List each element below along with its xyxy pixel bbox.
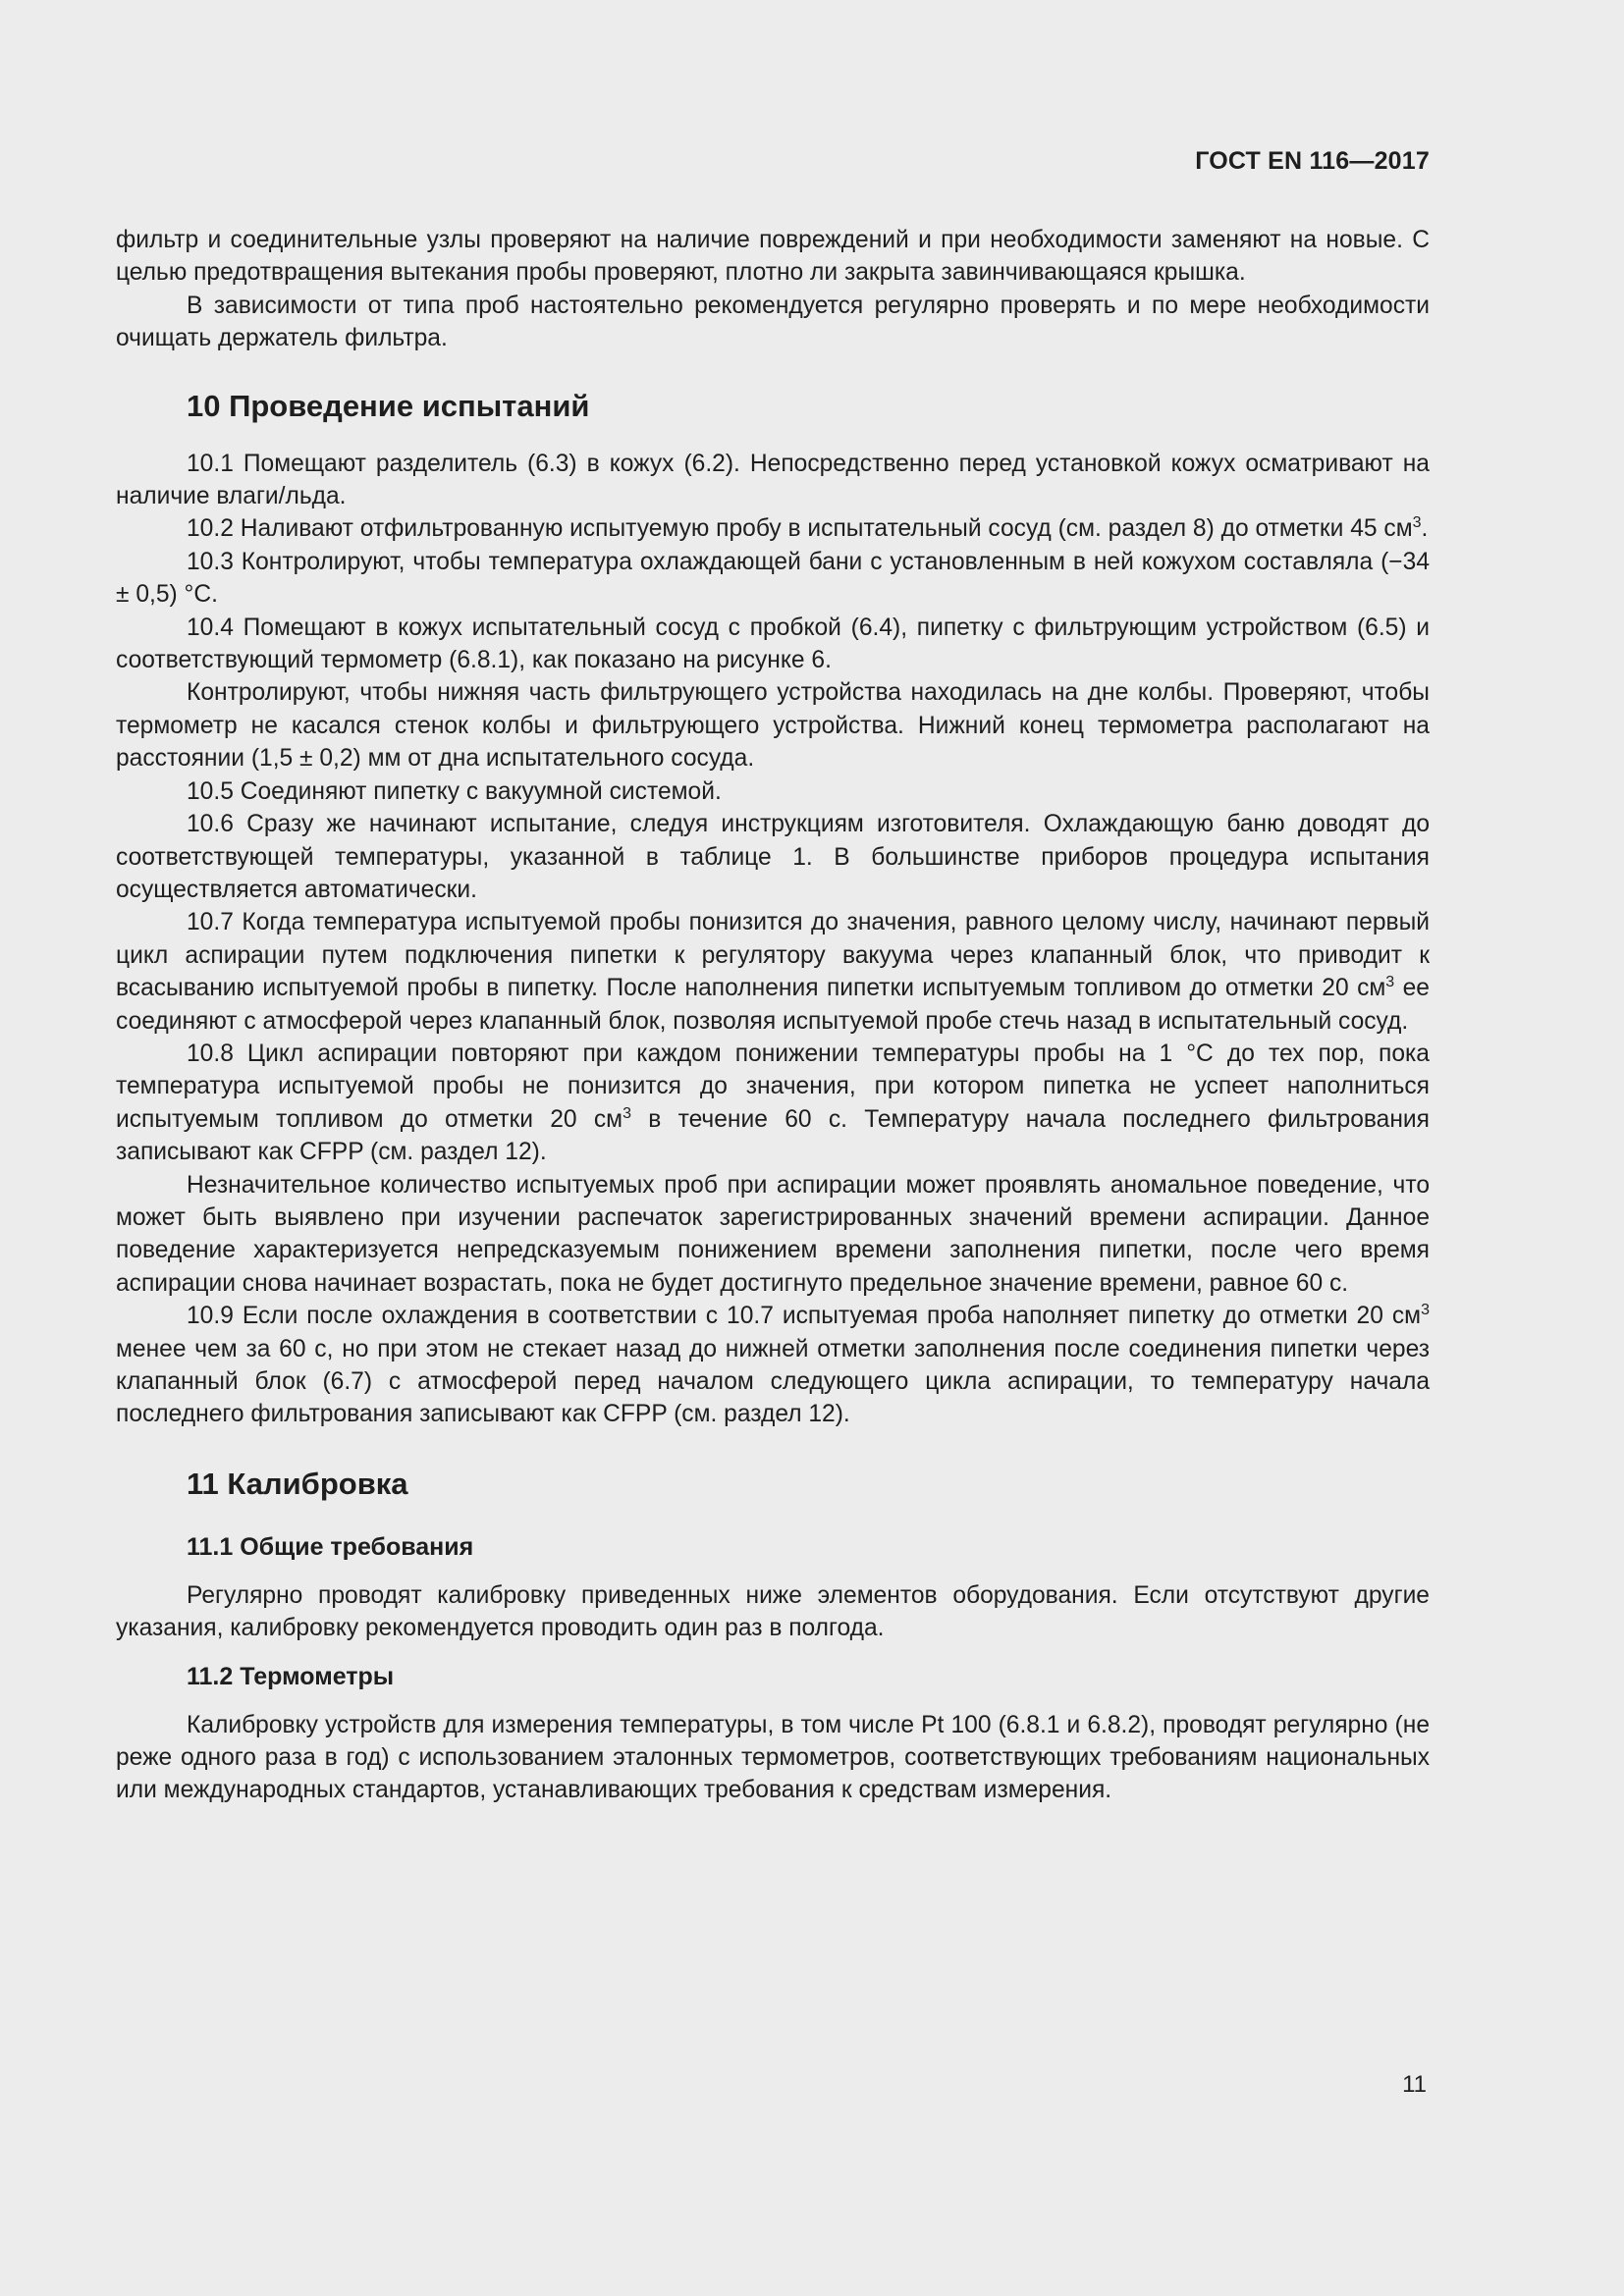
paragraph-10-3: 10.3 Контролируют, чтобы температура охлаждающей бани с установленным в ней кожухом составляла (−34 ± 0,5) °С. (116, 548, 1430, 609)
subsection-11-2-heading: 11.2 Термометры (187, 1662, 395, 1690)
paragraph-11-2: Калибровку устройств для измерения температуры, в том числе Pt 100 (6.8.1 и 6.8.2), проводят регулярно (не реже одного раза в год) с использованием эталонных термометров, соответствующих требованиям национальных или международных стандартов, устанавливающих требования к средствам измерения. (116, 1711, 1430, 1804)
paragraph-10-2-text: 10.2 Наливают отфильтрованную испытуемую пробу в испытательный сосуд (см. раздел 8) до отметки 45 см (187, 515, 1413, 543)
section-10-heading: 10 Проведение испытаний (187, 388, 590, 423)
document-body (116, 224, 1430, 1807)
paragraph-10-9-text-end: менее чем за 60 с, но при этом не стекает назад до нижней отметки заполнения после соединения пипетки через клапанный блок (6.7) с атмосферой перед началом следующего цикла аспирации, то температуру начала последнего фильтрования записывают как CFPP (см. раздел 12). (116, 1335, 1430, 1428)
paragraph-10-6: 10.6 Сразу же начинают испытание, следуя инструкциям изготовителя. Охлаждающую баню доводят до соответствующей температуры, указанной в таблице 1. В большинстве приборов процедура испытания осуществляется автоматически. (116, 811, 1430, 903)
paragraph-10-8-continued: Незначительное количество испытуемых проб при аспирации может проявлять аномальное поведение, что может быть выявлено при изучении распечаток зарегистрированных значений времени аспирации. Данное поведение характеризуется непредсказуемым понижением времени заполнения пипетки, после чего время аспирации снова начинает возрастать, пока не будет достигнуто предельное значение времени, равное 60 с. (116, 1171, 1430, 1297)
paragraph-10-2 (116, 512, 1430, 545)
paragraph-11-1: Регулярно проводят калибровку приведенных ниже элементов оборудования. Если отсутствуют другие указания, калибровку рекомендуется проводить один раз в полгода. (116, 1581, 1430, 1642)
paragraph-10-8 (116, 1038, 1430, 1169)
paragraph-10-4: 10.4 Помещают в кожух испытательный сосуд с пробкой (6.4), пипетку с фильтрующим устройством (6.5) и соответствующий термометр (6.8.1), как показано на рисунке 6. (116, 614, 1430, 674)
paragraph-10-9 (116, 1300, 1430, 1431)
intro-paragraph-1: фильтр и соединительные узлы проверяют на наличие повреждений и при необходимости заменяют на новые. С целью предотвращения вытекания пробы проверяют, плотно ли закрыта завинчивающаяся крышка. (116, 227, 1430, 287)
superscript-3: 3 (623, 1104, 631, 1122)
superscript-3: 3 (1412, 514, 1422, 532)
paragraph-10-8-text: 10.8 Цикл аспирации повторяют при каждом понижении температуры пробы на 1 °С до тех пор, пока температура испытуемой пробы не понизится до значения, при котором пипетка не успеет наполниться испытуемым топливом до отметки 20 см (116, 1040, 1430, 1133)
page-number: 11 (1402, 2071, 1427, 2098)
paragraph-10-7-text: 10.7 Когда температура испытуемой пробы понизится до значения, равного целому числу, начинают первый цикл аспирации путем подключения пипетки к регулятору вакуума через клапанный блок, что приводит к всасыванию испытуемой пробы в пипетку. После наполнения пипетки испытуемым топливом до отметки 20 см (116, 909, 1430, 1002)
paragraph-10-2-end: . (1421, 515, 1429, 543)
section-11-heading: 11 Калибровка (187, 1466, 408, 1501)
superscript-3: 3 (1421, 1302, 1430, 1319)
intro-paragraph-2: В зависимости от типа проб настоятельно рекомендуется регулярно проверять и по мере необходимости очищать держатель фильтра. (116, 292, 1430, 352)
paragraph-10-7 (116, 906, 1430, 1038)
paragraph-10-9-text: 10.9 Если после охлаждения в соответствии с 10.7 испытуемая проба наполняет пипетку до отметки 20 см (187, 1303, 1422, 1330)
superscript-3: 3 (1385, 974, 1395, 991)
paragraph-10-7-text-end: ее соединяют с атмосферой через клапанный блок, позволяя испытуемой пробе стечь назад в испытательный сосуд. (116, 975, 1430, 1035)
paragraph-10-8-text-end: в течение 60 с. Температуру начала последнего фильтрования записывают как CFPP (см. раздел 12). (116, 1105, 1430, 1166)
paragraph-10-5: 10.5 Соединяют пипетку с вакуумной системой. (187, 777, 722, 805)
document-code-header: ГОСТ EN 116—2017 (1195, 147, 1430, 175)
paragraph-10-1: 10.1 Помещают разделитель (6.3) в кожух (6.2). Непосредственно перед установкой кожух осматривают на наличие влаги/льда. (116, 450, 1430, 510)
subsection-11-1-heading: 11.1 Общие требования (187, 1532, 474, 1561)
paragraph-10-4-continued: Контролируют, чтобы нижняя часть фильтрующего устройства находилась на дне колбы. Проверяют, чтобы термометр не касался стенок колбы и фильтрующего устройства. Нижний конец термометра располагают на расстоянии (1,5 ± 0,2) мм от дна испытательного сосуда. (116, 679, 1430, 773)
